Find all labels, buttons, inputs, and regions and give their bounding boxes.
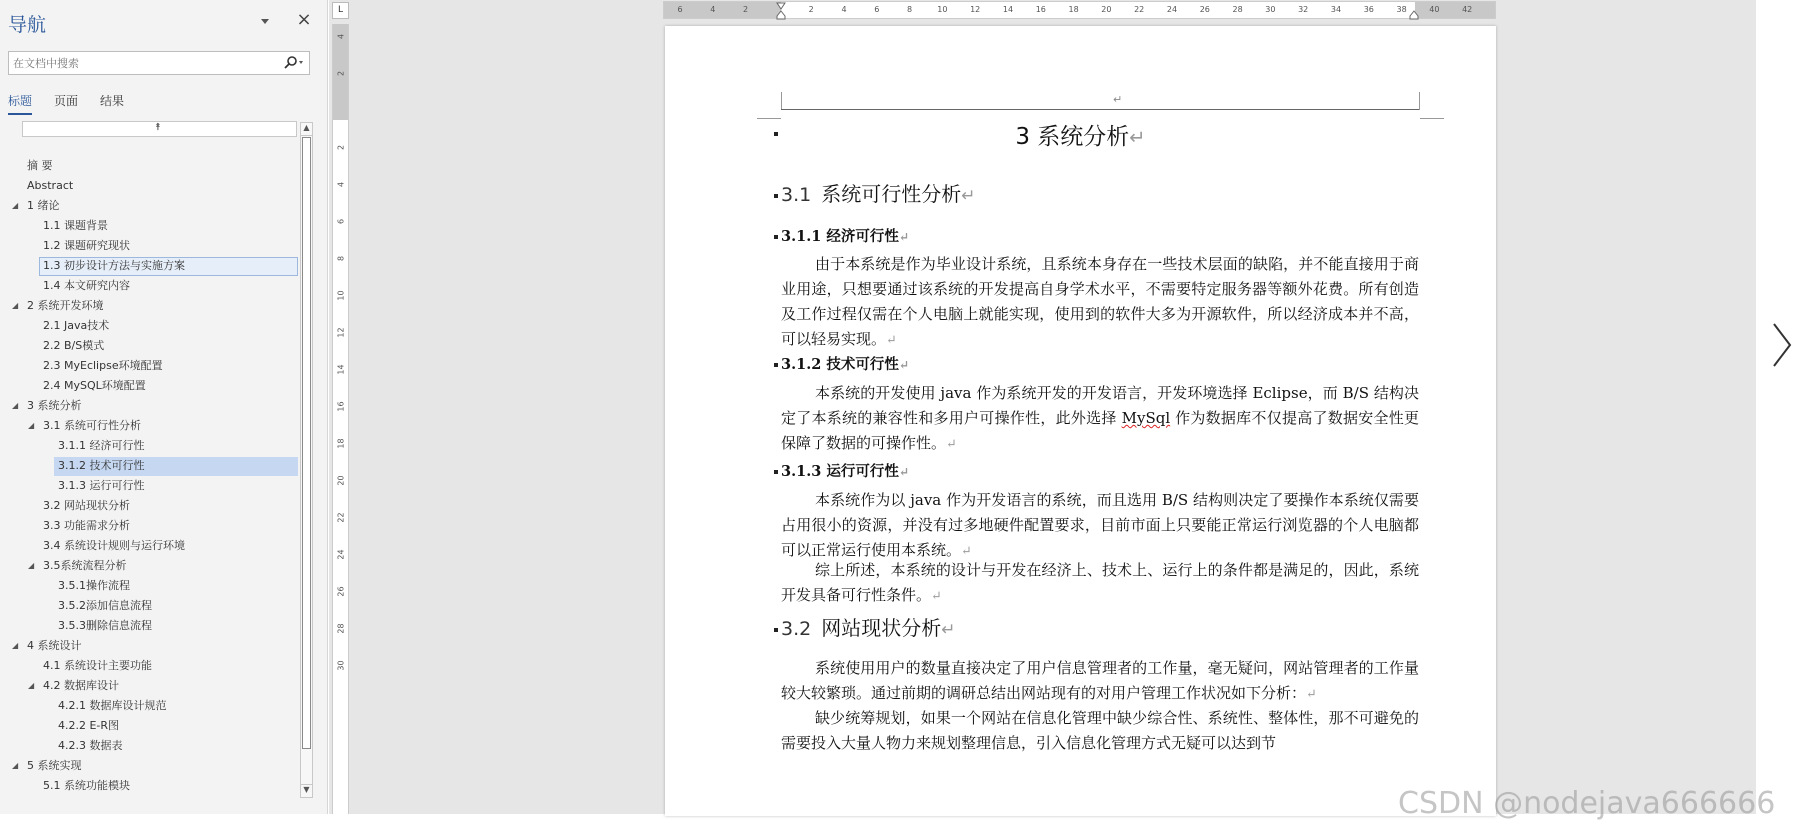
- ruler-tick-label: 22: [336, 512, 346, 523]
- ruler-tick-label: 8: [907, 5, 913, 14]
- nav-tree-item-label: 4.1 系统设计主要功能: [43, 659, 152, 672]
- nav-tree-item-label: 4.2.3 数据表: [58, 739, 123, 752]
- collapse-triangle-icon[interactable]: ◢: [12, 201, 19, 210]
- nav-tree-item-label: 4.2.2 E-R图: [58, 719, 120, 732]
- header-rule: [781, 109, 1419, 110]
- nav-scrollbar[interactable]: [300, 122, 313, 798]
- nav-title: 导航: [8, 14, 47, 36]
- nav-tree-item-label: 3 系统分析: [27, 399, 82, 412]
- ruler-tick-label: 28: [336, 623, 346, 634]
- ruler-tick-label: 4: [336, 181, 346, 188]
- collapse-triangle-icon[interactable]: ◢: [12, 641, 19, 650]
- document-page[interactable]: [665, 26, 1496, 816]
- ruler-tick-label: 4: [841, 5, 847, 14]
- nav-tree-item-label: 1.1 课题背景: [43, 219, 108, 232]
- ruler-tick-label: 26: [336, 586, 346, 597]
- nav-tree-item-label: 4 系统设计: [27, 639, 82, 652]
- nav-tree-item[interactable]: [0, 516, 298, 536]
- ruler-tick-label: 42: [1462, 5, 1473, 14]
- nav-tree-item-label: 5.1 系统功能模块: [43, 779, 130, 792]
- nav-tree-item-label: 2.3 MyEclipse环境配置: [43, 359, 163, 372]
- nav-tree-item[interactable]: [0, 496, 298, 516]
- watermark: CSDN @nodejava666666: [1398, 786, 1776, 821]
- nav-tree-item[interactable]: [0, 376, 298, 396]
- section-heading-3-1: 3.1 系统可行性分析↵: [781, 182, 976, 206]
- collapse-triangle-icon[interactable]: ◢: [12, 401, 19, 410]
- nav-tree-item-label: 3.3 功能需求分析: [43, 519, 130, 532]
- nav-tree-item[interactable]: [0, 176, 298, 196]
- ruler-tick-label: 14: [1002, 5, 1014, 14]
- ruler-tick-label: 8: [336, 255, 346, 262]
- nav-tree-item-label: 3.1 系统可行性分析: [43, 419, 141, 432]
- nav-tree-item[interactable]: [0, 456, 298, 476]
- nav-tree-item[interactable]: [0, 216, 298, 236]
- nav-tree-item[interactable]: [0, 236, 298, 256]
- ruler-tick-label: 24: [336, 549, 346, 560]
- nav-tree-item[interactable]: [0, 556, 298, 576]
- nav-tree-item-label: Abstract: [27, 179, 74, 192]
- nav-tree-item[interactable]: [0, 596, 298, 616]
- ruler-tick-label: 18: [336, 438, 346, 449]
- subsection-heading-3-1-1: 3.1.1 经济可行性↵: [781, 228, 910, 245]
- navigation-pane: [0, 0, 328, 814]
- ruler-tick-label: 6: [874, 5, 880, 14]
- ruler-tick-label: 2: [808, 5, 814, 14]
- collapse-all-icon: ⯭: [155, 122, 161, 133]
- ruler-tick-label: 2: [336, 70, 346, 77]
- ruler-tick-label: 18: [1068, 5, 1079, 14]
- nav-tree-item-label: 1 绪论: [27, 199, 60, 212]
- ruler-tick-label: 20: [1101, 5, 1112, 14]
- nav-tree-item-label: 3.1.1 经济可行性: [58, 439, 145, 452]
- nav-close-button[interactable]: ×: [296, 9, 312, 30]
- nav-tree-item-label: 3.1.2 技术可行性: [58, 459, 145, 472]
- ruler-tick-label: 28: [1232, 5, 1243, 14]
- nav-options-dropdown-icon[interactable]: [258, 14, 272, 28]
- paragraph-conclusion: 综上所述，本系统的设计与开发在经济上、技术上、运行上的条件都是满足的，因此，系统开发具备可行性条件。↵: [781, 561, 1419, 604]
- paragraph-technical-feasibility: 本系统的开发使用 java 作为系统开发的开发语言，开发环境选择 Eclipse，而 B/S 结构决定了本系统的兼容性和多用户可操作性，此外选择 MySql 作为数据库不仅提高了数据安全性更保障了数据的可操作性。↵: [781, 384, 1419, 452]
- nav-tree-item[interactable]: [0, 536, 298, 556]
- nav-tree-item[interactable]: [0, 696, 298, 716]
- paragraph-operational-feasibility: 本系统作为以 java 作为开发语言的系统，而且选用 B/S 结构则决定了要操作本系统仅需要占用很小的资源，并没有过多地硬件配置要求，目前市面上只要能正常运行浏览器的个人电脑都可以正常运行使用本系统。↵: [781, 491, 1419, 559]
- nav-tree-item[interactable]: [0, 196, 298, 216]
- ruler-tick-label: 30: [1265, 5, 1276, 14]
- nav-tree-item[interactable]: [0, 636, 298, 656]
- collapse-triangle-icon[interactable]: ◢: [12, 301, 19, 310]
- ruler-tick-label: 16: [336, 401, 346, 412]
- nav-tree-item[interactable]: [0, 156, 298, 176]
- ruler-tick-label: 4: [710, 5, 716, 14]
- nav-search-box: [8, 51, 310, 75]
- collapse-triangle-icon[interactable]: ◢: [12, 761, 19, 770]
- nav-tree-item[interactable]: [0, 316, 298, 336]
- nav-tree-item[interactable]: [0, 576, 298, 596]
- nav-tree-item[interactable]: [0, 416, 298, 436]
- nav-tree-item-label: 3.2 网站现状分析: [43, 499, 130, 512]
- ruler-tick-label: 12: [970, 5, 981, 14]
- nav-tree-item-label: 1.2 课题研究现状: [43, 239, 130, 252]
- nav-tree-item[interactable]: [0, 676, 298, 696]
- heading-tree: [0, 156, 298, 796]
- ruler-tick-label: 10: [336, 290, 346, 301]
- collapse-all-bar[interactable]: [22, 121, 297, 137]
- tab-headings[interactable]: 标题: [8, 92, 32, 115]
- paragraph-economic-feasibility: 由于本系统是作为毕业设计系统，且系统本身存在一些技术层面的缺陷，并不能直接用于商业用途，只想要通过该系统的开发提高自身学术水平，不需要特定服务器等额外花费。所有创造及工作过程仅需在个人电脑上就能实现，使用到的软件大多为开源软件，所以经济成本并不高，可以轻易实现。↵: [781, 255, 1419, 348]
- nav-tree-item[interactable]: [0, 736, 298, 756]
- nav-tree-item[interactable]: [0, 296, 298, 316]
- ruler-tick-label: 6: [677, 5, 683, 14]
- nav-tree-item-label: 2.1 Java技术: [43, 319, 110, 332]
- ruler-tick-label: 2: [336, 144, 346, 151]
- nav-tabs: [8, 92, 124, 115]
- spelling-error[interactable]: MySql: [1121, 409, 1171, 427]
- nav-tree-item[interactable]: [0, 356, 298, 376]
- header-paragraph-mark: ↵: [1113, 93, 1123, 106]
- tab-results[interactable]: 结果: [100, 94, 125, 108]
- heading-bullet: [774, 363, 778, 367]
- document-workspace: [329, 0, 1756, 814]
- nav-tree-item-label: 3.5.2添加信息流程: [58, 599, 152, 612]
- nav-tree-item-label: 2.4 MySQL环境配置: [43, 379, 146, 392]
- ruler-tick-label: 32: [1298, 5, 1309, 14]
- tab-pages[interactable]: 页面: [54, 94, 79, 108]
- ruler-tick-label: 12: [336, 327, 346, 338]
- nav-tree-item[interactable]: [0, 616, 298, 636]
- nav-tree-item-label: 1.3 初步设计方法与实施方案: [43, 259, 185, 272]
- ruler-tick-label: 4: [336, 33, 346, 40]
- left-indent-marker[interactable]: [776, 10, 786, 20]
- nav-tree-item[interactable]: [0, 436, 298, 456]
- heading-bullet: [774, 628, 778, 632]
- nav-tree-item-label: 2 系统开发环境: [27, 299, 104, 312]
- collapse-triangle-icon[interactable]: ◢: [28, 421, 35, 430]
- ruler-tick-label: 30: [336, 660, 346, 671]
- ruler-tick-label: 24: [1166, 5, 1178, 14]
- nav-tree-item-label: 3.5.3删除信息流程: [58, 619, 152, 632]
- collapse-triangle-icon[interactable]: ◢: [28, 561, 35, 570]
- chapter-title: 3 系统分析↵: [1015, 124, 1146, 150]
- ruler-tick-label: 20: [336, 475, 346, 486]
- nav-tree-item[interactable]: [0, 256, 298, 276]
- paragraph-site-status: 系统使用用户的数量直接决定了用户信息管理者的工作量，毫无疑问，网站管理者的工作量较大较繁琐。通过前期的调研总结出网站现有的对用户管理工作状况如下分析：↵: [781, 659, 1419, 702]
- ruler-tick-label: 22: [1134, 5, 1145, 14]
- nav-tree-item[interactable]: [0, 276, 298, 296]
- nav-tree-item[interactable]: [0, 716, 298, 736]
- ruler-tick-label: 10: [937, 5, 948, 14]
- paragraph-planning: 缺少统筹规划，如果一个网站在信息化管理中缺少综合性、系统性、整体性，那不可避免的需要投入大量人物力来规划整理信息，引入信息化管理方式无疑可以达到节: [781, 709, 1419, 752]
- tab-selector-button[interactable]: L: [332, 2, 349, 19]
- ruler-tick-label: 16: [1035, 5, 1046, 14]
- ruler-tick-label: 2: [743, 5, 749, 14]
- search-icon[interactable]: [282, 55, 306, 71]
- nav-tree-item-label: 3.1.3 运行可行性: [58, 479, 145, 492]
- nav-tree-item-label: 4.2 数据库设计: [43, 679, 119, 692]
- nav-tree-item-label: 3.5.1操作流程: [58, 579, 130, 592]
- crop-mark: [1419, 92, 1420, 110]
- ruler-tick-label: 38: [1396, 5, 1407, 14]
- ruler-tick-label: 40: [1429, 5, 1440, 14]
- collapse-triangle-icon[interactable]: ◢: [28, 681, 35, 690]
- ruler-tick-label: 14: [336, 364, 346, 375]
- horizontal-ruler: [663, 1, 1496, 19]
- nav-tree-item[interactable]: [0, 336, 298, 356]
- ruler-tick-label: 6: [336, 218, 346, 225]
- nav-tree-item[interactable]: [0, 776, 298, 796]
- subsection-heading-3-1-2: 3.1.2 技术可行性↵: [781, 356, 910, 373]
- chevron-right-icon[interactable]: [1772, 322, 1792, 368]
- scroll-up-arrow-icon[interactable]: ▲: [301, 123, 312, 136]
- nav-tree-item-label: 3.5系统流程分析: [43, 559, 127, 572]
- vertical-ruler: [332, 24, 349, 814]
- nav-tree-item[interactable]: [0, 756, 298, 776]
- nav-tree-item[interactable]: [0, 396, 298, 416]
- scroll-down-arrow-icon[interactable]: ▼: [301, 784, 312, 797]
- nav-tree-item[interactable]: [0, 656, 298, 676]
- ruler-tick-label: 36: [1363, 5, 1374, 14]
- nav-tree-item-label: 5 系统实现: [27, 759, 82, 772]
- scrollbar-thumb[interactable]: [302, 137, 311, 749]
- nav-tree-item-label: 1.4 本文研究内容: [43, 279, 130, 292]
- nav-tree-item-label: 2.2 B/S模式: [43, 339, 105, 352]
- subsection-heading-3-1-3: 3.1.3 运行可行性↵: [781, 463, 910, 480]
- heading-bullet: [774, 470, 778, 474]
- nav-tree-item-label: 摘 要: [27, 159, 53, 172]
- nav-tree-item-label: 4.2.1 数据库设计规范: [58, 699, 167, 712]
- section-heading-3-2: 3.2 网站现状分析↵: [781, 616, 956, 640]
- ruler-tick-label: 26: [1199, 5, 1210, 14]
- nav-tree-item[interactable]: [0, 476, 298, 496]
- nav-search-input[interactable]: [13, 54, 283, 72]
- crop-mark: [781, 92, 782, 110]
- ruler-tick-label: 34: [1330, 5, 1342, 14]
- heading-bullet: [774, 235, 778, 239]
- nav-tree-item-label: 3.4 系统设计规则与运行环境: [43, 539, 185, 552]
- heading-bullet: [774, 194, 778, 198]
